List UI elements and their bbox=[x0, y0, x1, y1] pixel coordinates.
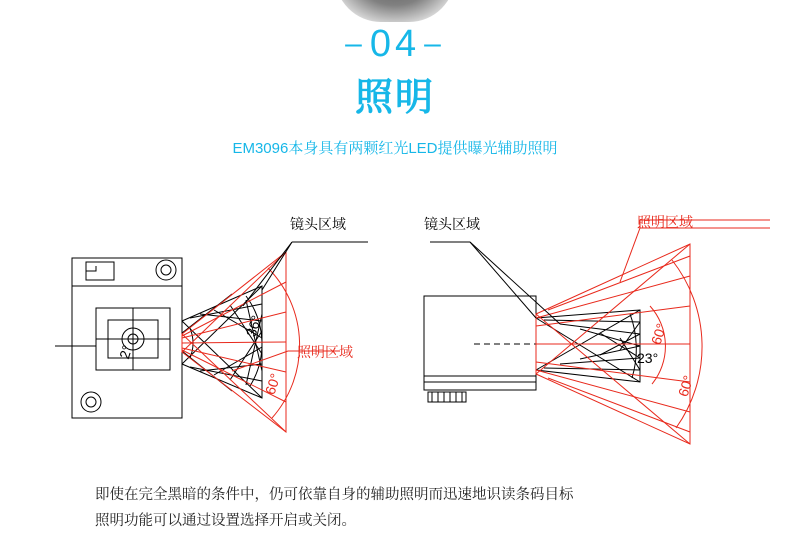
left-lens-area-label: 镜头区域 bbox=[290, 216, 346, 232]
footer-description bbox=[95, 482, 715, 534]
page-header bbox=[0, 22, 790, 160]
left-illumination-angle: 60° bbox=[261, 371, 284, 397]
footer-line-1: 即使在完全黑暗的条件中，仍可依靠自身的辅助照明而迅速地识读条码目标 bbox=[95, 487, 574, 503]
section-number-row bbox=[0, 22, 790, 66]
illumination-diagram bbox=[0, 186, 790, 466]
lens-shadow-decoration bbox=[335, 0, 455, 22]
right-illumination-angle-top: 60° bbox=[647, 321, 670, 347]
left-illumination-area-label: 照明区域 bbox=[297, 344, 353, 360]
dash-left-icon: – bbox=[345, 27, 366, 60]
right-lens-area-label: 镜头区域 bbox=[424, 216, 480, 232]
dash-right-icon: – bbox=[424, 27, 445, 60]
left-lens-horizontal-angle: 2° bbox=[116, 343, 136, 361]
footer-line-2: 照明功能可以通过设置选择开启或关闭。 bbox=[95, 513, 356, 529]
right-illumination-angle-bottom: 60° bbox=[674, 373, 697, 399]
section-number: 04 bbox=[369, 23, 421, 65]
page-subtitle: EM3096本身具有两颗红光LED提供曝光辅助照明 bbox=[232, 140, 558, 157]
page-title: 照明 bbox=[354, 77, 435, 119]
left-device-drawing bbox=[55, 258, 182, 418]
left-illumination-cone bbox=[182, 252, 300, 432]
right-illumination-cone bbox=[536, 244, 702, 444]
right-lens-cone bbox=[536, 310, 640, 382]
right-lens-angle: 23° bbox=[637, 350, 659, 366]
right-illumination-area-label: 照明区域 bbox=[637, 214, 693, 230]
left-lens-vertical-angle: 36° bbox=[242, 313, 265, 339]
